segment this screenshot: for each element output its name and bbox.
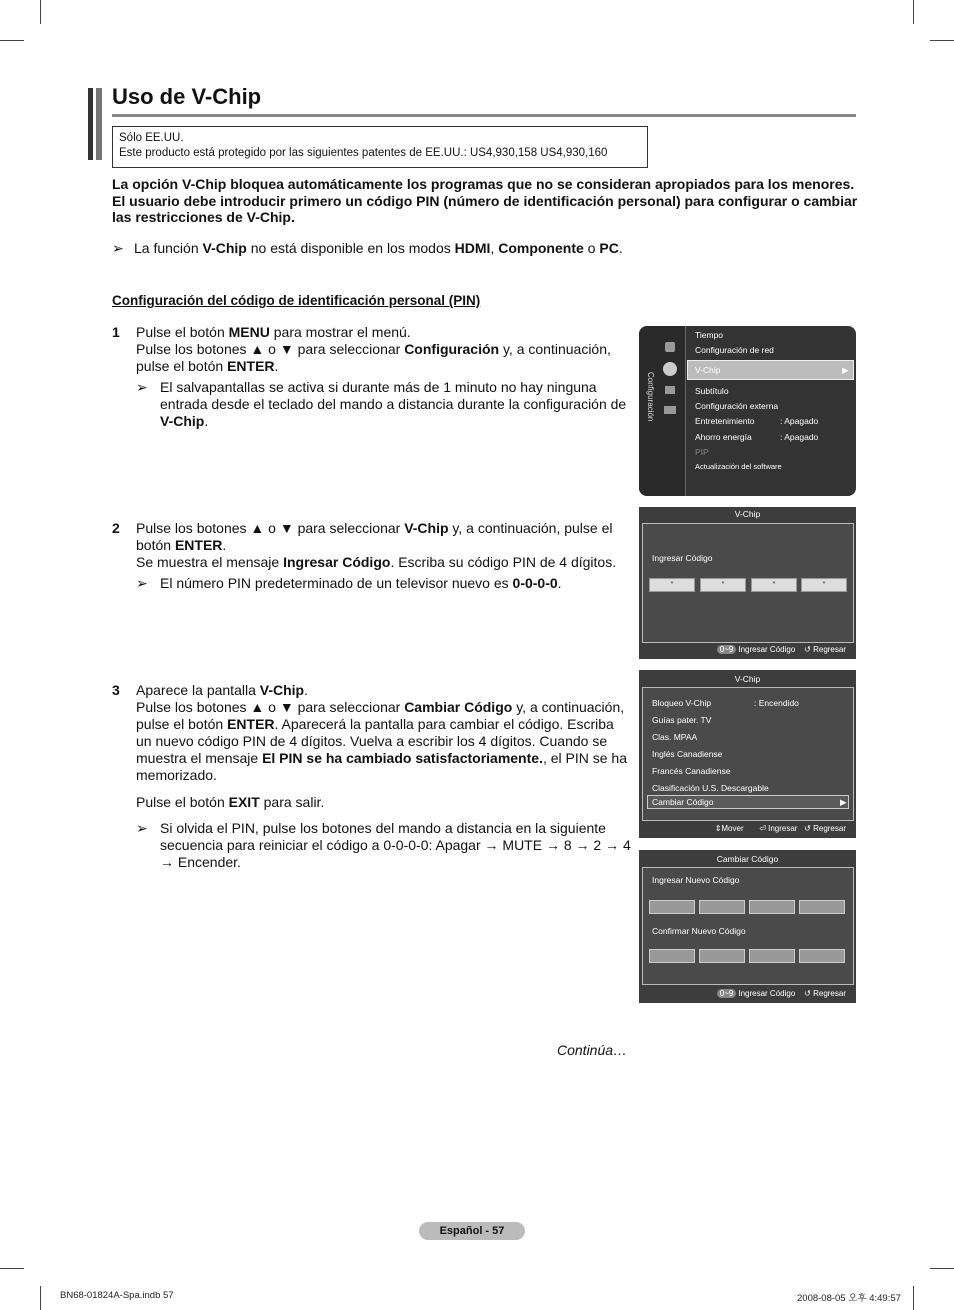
- new-code-digit-3[interactable]: [749, 900, 795, 914]
- screen-footer: 0~9 Ingresar Código ↺ Regresar: [717, 989, 846, 998]
- vchip-unavailable-note: ➢ La función V-Chip no está disponible en los modos HDMI, Componente o PC.: [112, 240, 623, 256]
- enter-code-label: Ingresar Código: [652, 553, 713, 563]
- row-guias[interactable]: Guías pater. TV: [652, 715, 712, 725]
- arrow-icon: ➢: [136, 379, 148, 395]
- return-icon: ↺: [804, 645, 811, 654]
- picture-icon: [665, 342, 675, 352]
- new-code-digit-4[interactable]: [799, 900, 845, 914]
- footer-file-info: BN68-01824A-Spa.indb 57: [60, 1290, 174, 1301]
- title-rule: [112, 114, 856, 117]
- footer-timestamp: 2008-08-05 오후 4:49:57: [797, 1293, 901, 1304]
- confirm-code-label: Confirmar Nuevo Código: [652, 926, 746, 936]
- title-bar-dark: [88, 88, 93, 160]
- screen-footer: ⇕Mover ⏎ Ingresar ↺ Regresar: [714, 824, 846, 833]
- menu-item-ahorro[interactable]: Ahorro energía: [695, 432, 752, 442]
- application-icon: [664, 406, 676, 414]
- screen-header: V-Chip: [734, 674, 761, 684]
- pin-digit-3[interactable]: *: [751, 578, 797, 592]
- menu-item-subtitulo[interactable]: Subtítulo: [695, 386, 729, 396]
- step-number: 3: [112, 682, 120, 698]
- menu-item-externa[interactable]: Configuración externa: [695, 401, 779, 411]
- input-icon: [665, 386, 675, 394]
- step-2: 2 Pulse los botones ▲ o ▼ para seleccionar V-Chip y, a continuación, pulse el botón ENTER. Se muestra el mensaje Ingresar Código. Escriba su código PIN de 4 dígitos. ➢ El número PIN predeterminado de un televisor nuevo es 0-0-0-0.: [112, 520, 632, 592]
- arrow-icon: ➢: [136, 820, 148, 836]
- change-code-screen: [639, 850, 856, 1003]
- row-mpaa[interactable]: Clas. MPAA: [652, 732, 698, 742]
- menu-item-pip: PIP: [695, 447, 709, 457]
- step-2-tip: ➢ El número PIN predeterminado de un televisor nuevo es 0-0-0-0.: [136, 575, 562, 591]
- confirm-code-digit-4[interactable]: [799, 949, 845, 963]
- pin-digit-4[interactable]: *: [801, 578, 847, 592]
- row-frances[interactable]: Francés Canadiense: [652, 766, 731, 776]
- confirm-code-digit-3[interactable]: [749, 949, 795, 963]
- menu-item-vchip[interactable]: V-Chip: [695, 365, 721, 375]
- bloqueo-value: : Encendido: [754, 698, 799, 708]
- confirm-code-digit-1[interactable]: [649, 949, 695, 963]
- pin-digit-1[interactable]: *: [649, 578, 695, 592]
- screen-header: V-Chip: [734, 509, 761, 519]
- screen-footer: 0~9 Ingresar Código ↺ Regresar: [717, 645, 846, 654]
- row-bloqueo[interactable]: Bloqueo V-Chip: [652, 698, 712, 708]
- title-bar-light: [96, 88, 102, 160]
- number-keys-icon: 0~9: [717, 989, 737, 998]
- row-cambiar-codigo[interactable]: Cambiar Código: [652, 797, 714, 807]
- continua-label: Continúa…: [557, 1042, 628, 1058]
- page-number-badge: Español - 57: [419, 1222, 525, 1240]
- enter-pin-screen: [639, 507, 856, 659]
- vchip-menu-screen: [639, 670, 856, 838]
- step-1: 1 Pulse el botón MENU para mostrar el menú. Pulse los botones ▲ o ▼ para seleccionar Configuración y, a continuación, pulse el botón ENTER. ➢ El salvapantallas se activa si durante más de 1 minuto no hay ninguna entrada desde el teclado del mando a distancia durante la configuración de V-Chip.: [112, 324, 632, 430]
- arrow-icon: ➢: [136, 575, 148, 591]
- intro-paragraph: La opción V-Chip bloquea automáticamente los programas que no se consideran apropiados para los menores. El usuario debe introducir primero un código PIN (número de identificación personal) para configurar o cambiar las restricciones de V-Chip.: [112, 176, 858, 225]
- ahorro-value: : Apagado: [780, 432, 819, 442]
- step-number: 1: [112, 324, 120, 340]
- step-3-tip: ➢ Si olvida el PIN, pulse los botones del mando a distancia en la siguiente secuencia para reiniciar el código a 0-0-0-0: Apagar → MUTE → 8 → 2 → 4 → Encender.: [136, 820, 631, 870]
- step-number: 2: [112, 520, 120, 536]
- submenu-arrow-icon: ▶: [840, 797, 847, 807]
- move-icon: ⇕: [714, 824, 722, 833]
- side-label: [595, 372, 655, 390]
- note-line-2: Este producto está protegido por las siguientes patentes de EE.UU.: US4,930,158 US4,930,160: [119, 147, 608, 159]
- row-descargable[interactable]: Clasificación U.S. Descargable: [652, 783, 769, 793]
- menu-item-actualizacion[interactable]: Actualización del software: [695, 462, 782, 471]
- new-code-label: Ingresar Nuevo Código: [652, 875, 740, 885]
- enter-icon: ⏎: [759, 824, 766, 833]
- arrow-icon: ➢: [112, 240, 124, 256]
- new-code-digit-1[interactable]: [649, 900, 695, 914]
- setup-menu-screen: [639, 326, 856, 496]
- gear-icon: [663, 362, 677, 376]
- confirm-code-digit-2[interactable]: [699, 949, 745, 963]
- page-title: Uso de V-Chip: [112, 84, 262, 109]
- number-keys-icon: 0~9: [717, 645, 737, 654]
- submenu-arrow-icon: ▶: [842, 365, 849, 375]
- step-1-tip: ➢ El salvapantallas se activa si durante más de 1 minuto no hay ninguna entrada desde el teclado del mando a distancia durante la configuración de V-Chip.: [136, 379, 627, 429]
- note-line-1: Sólo EE.UU.: [119, 132, 184, 144]
- menu-item-entretenimiento[interactable]: Entretenimiento: [695, 416, 755, 426]
- section-subheading: Configuración del código de identificación personal (PIN): [112, 293, 481, 308]
- patent-note-box: [112, 126, 648, 168]
- pin-digit-2[interactable]: *: [700, 578, 746, 592]
- return-icon: ↺: [804, 824, 811, 833]
- menu-item-tiempo[interactable]: Tiempo: [695, 330, 724, 340]
- entretenimiento-value: : Apagado: [780, 416, 819, 426]
- new-code-digit-2[interactable]: [699, 900, 745, 914]
- row-ingles[interactable]: Inglés Canadiense: [652, 749, 723, 759]
- menu-item-red[interactable]: Configuración de red: [695, 345, 774, 355]
- step-3: 3 Aparece la pantalla V-Chip. Pulse los botones ▲ o ▼ para seleccionar Cambiar Código y, a continuación, pulse el botón ENTER. Aparecerá la pantalla para cambiar el código. Escriba un nuevo código PIN de 4 dígitos. Vuelva a escribir los 4 dígitos. Cuando se muestra el mensaje El PIN se ha cambiado satisfactoriamente., el PIN se ha memorizado. Pulse el botón EXIT para salir. ➢ Si olvida el PIN, pulse los botones del mando a distancia en la siguiente secuencia para reiniciar el código a 0-0-0-0: Apagar → MUTE → 8 → 2 → 4 → Encender.: [112, 682, 631, 870]
- screen-header: Cambiar Código: [716, 854, 779, 864]
- return-icon: ↺: [804, 989, 811, 998]
